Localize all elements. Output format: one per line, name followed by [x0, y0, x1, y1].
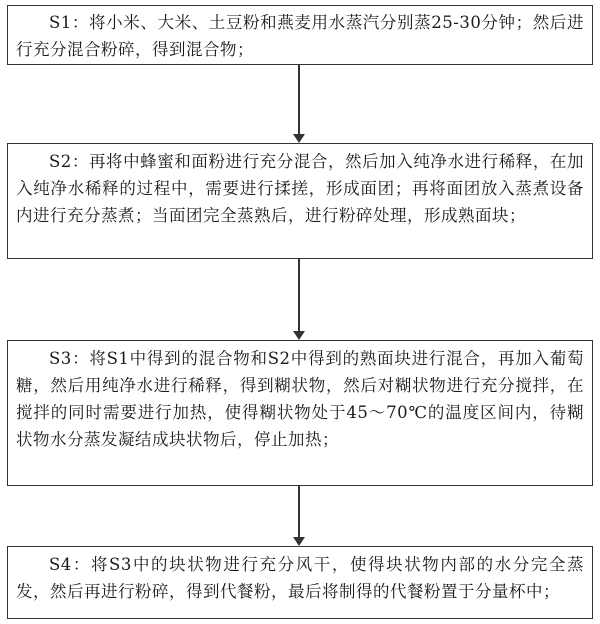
step-box-s4: [7, 546, 593, 619]
arrow-s3-to-s4: [298, 486, 300, 538]
arrow-s2-to-s3: [298, 259, 300, 332]
step-text-s4: S4：将S3中的块状物进行充分风干，使得块状物内部的水分完全蒸发，然后再进行粉碎，得到代餐粉，最后将制得的代餐粉置于分量杯中；: [16, 555, 584, 601]
step-box-s3: [7, 340, 593, 486]
step-text-s3: S3：将S1中得到的混合物和S2中得到的熟面块进行混合，再加入葡萄糖，然后用纯净水进行稀释，得到糊状物，然后对糊状物进行充分搅拌，在搅拌的同时需要进行加热，使得糊状物处于45～70℃的温度区间内，待糊状物水分蒸发凝结成块状物后，停止加热；: [16, 349, 584, 449]
step-box-s2: [7, 143, 593, 259]
arrow-s1-to-s2: [298, 65, 300, 135]
step-box-s1: [7, 5, 593, 65]
step-text-s2: S2：再将中蜂蜜和面粉进行充分混合，然后加入纯净水进行稀释，在加入纯净水稀释的过程中，需要进行揉搓，形成面团；再将面团放入蒸煮设备内进行充分蒸煮；当面团完全蒸熟后，进行粉碎处理，形成熟面块；: [16, 152, 584, 225]
step-text-s1: S1：将小米、大米、土豆粉和燕麦用水蒸汽分别蒸25-30分钟；然后进行充分混合粉碎，得到混合物；: [16, 13, 584, 59]
